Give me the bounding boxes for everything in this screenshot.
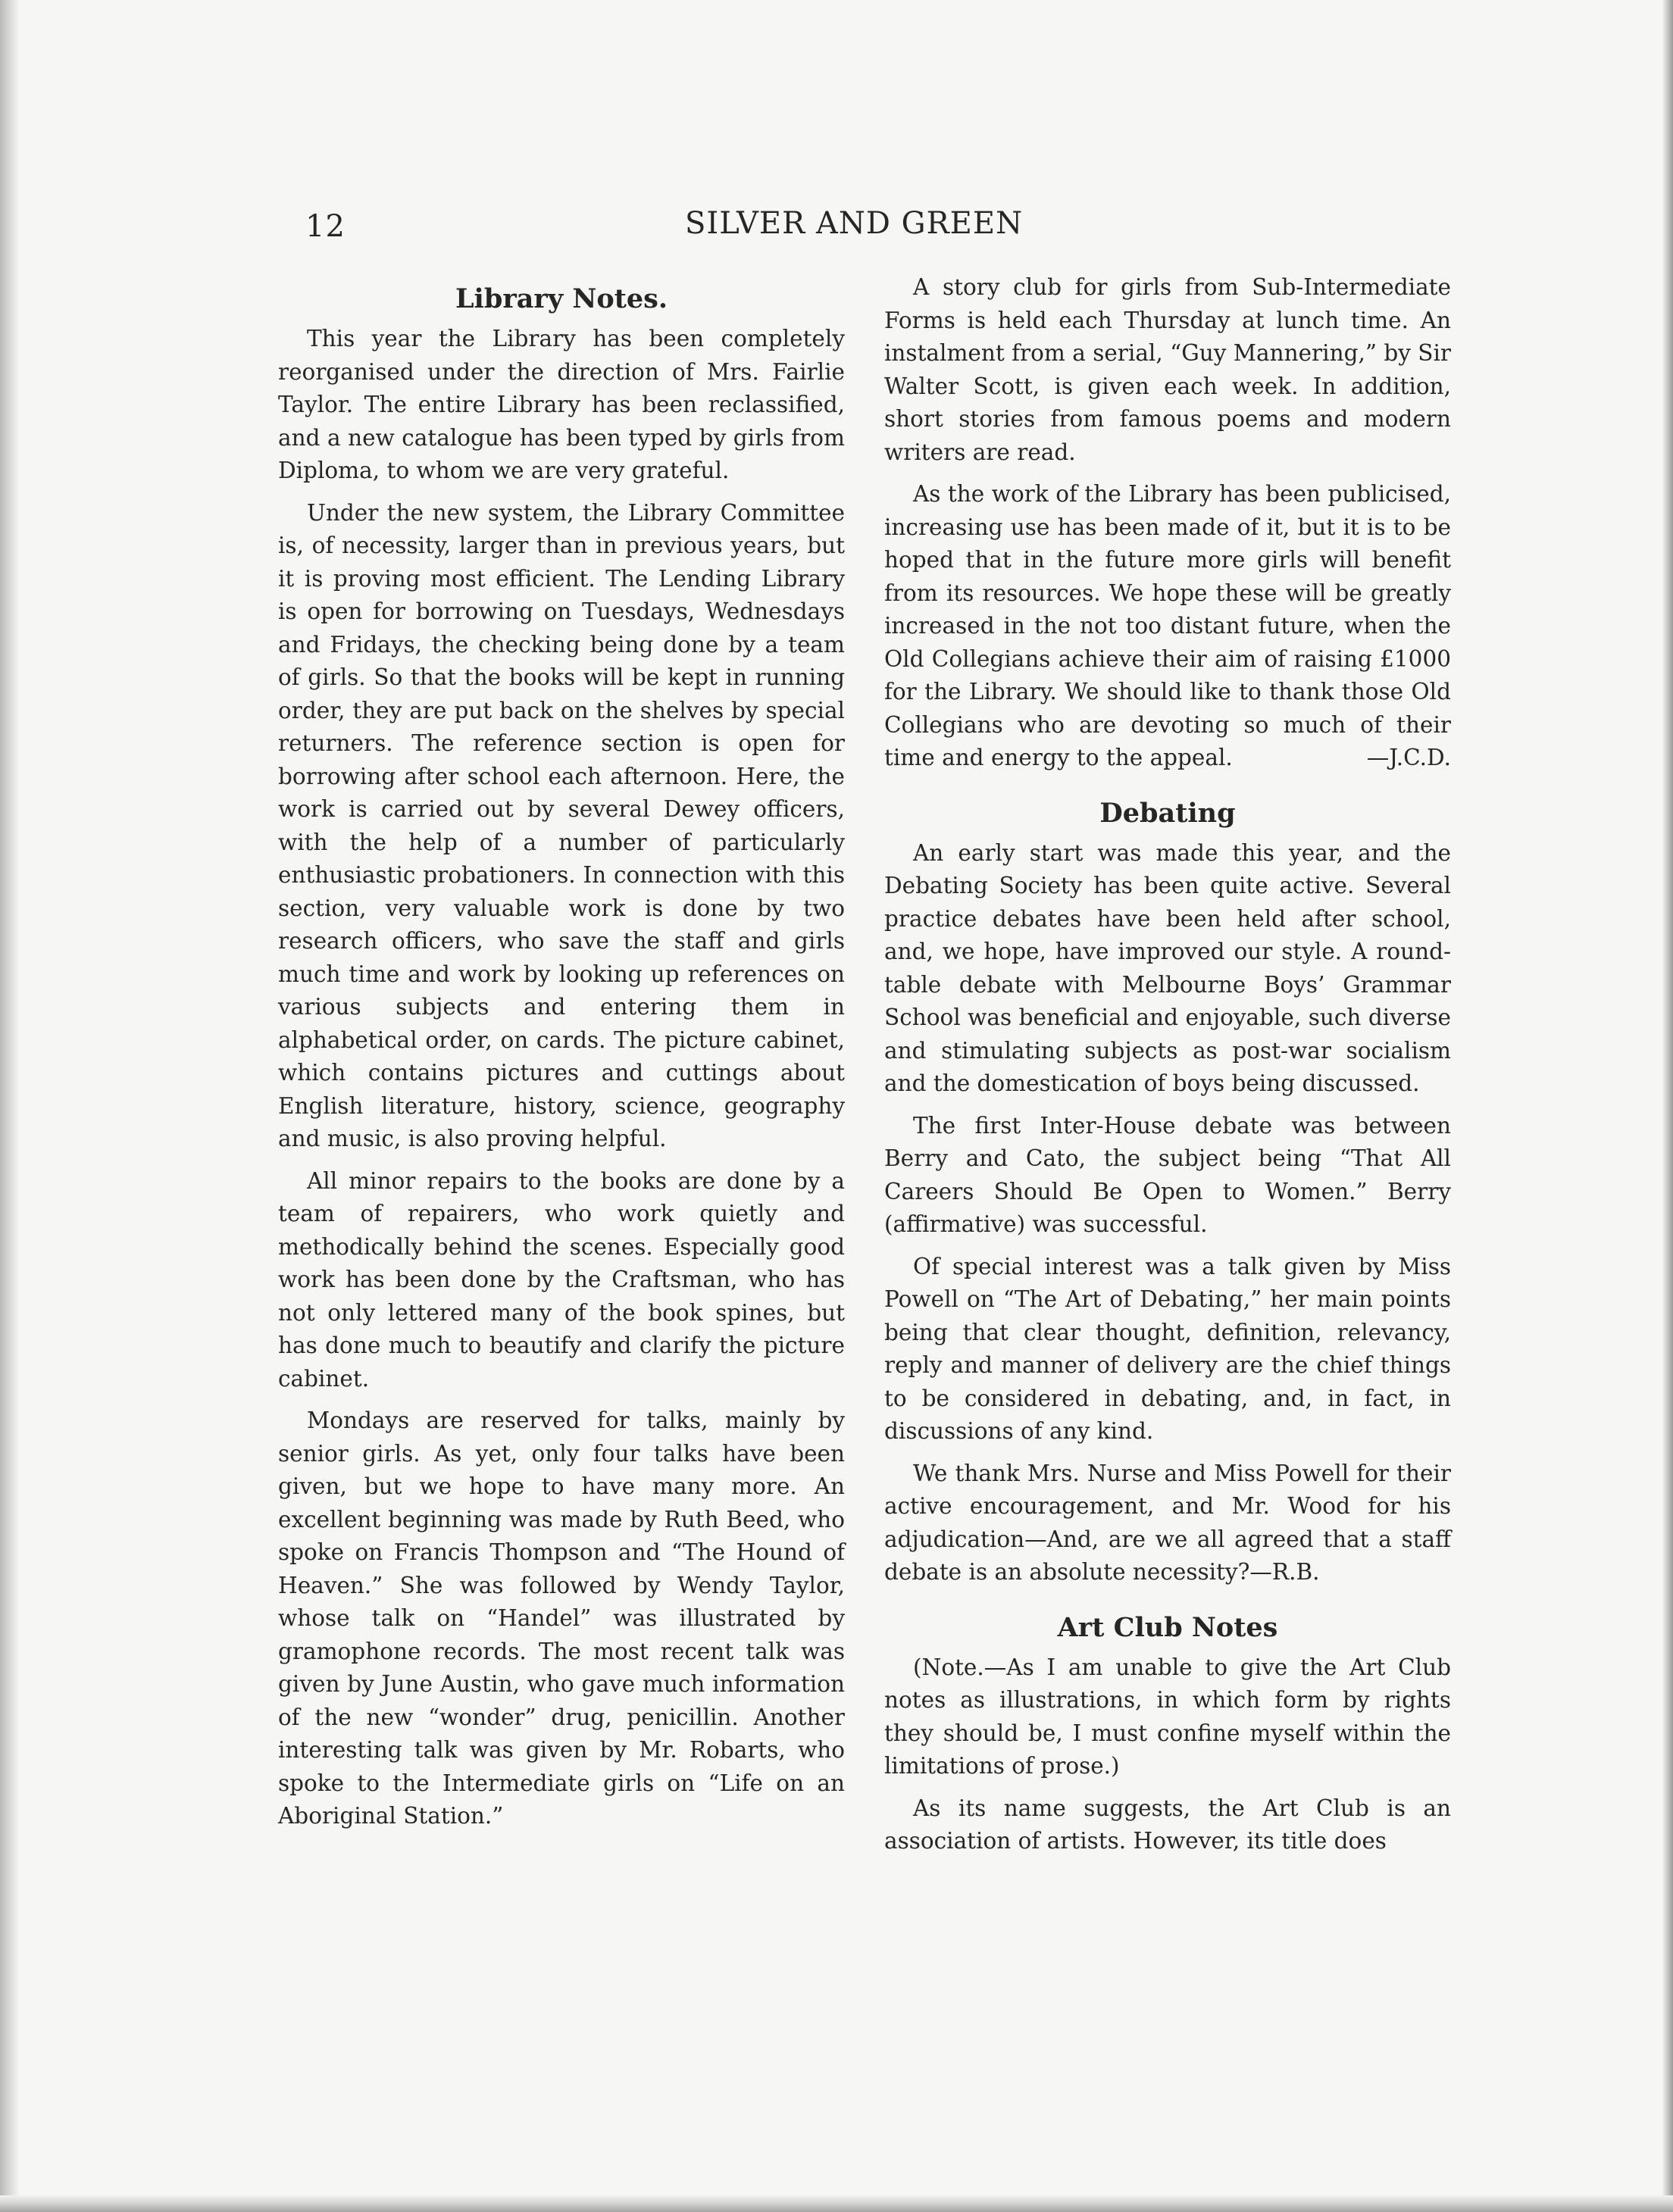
library-notes-paragraph: Under the new system, the Library Committee is, of necessity, larger than in previous years, but it is proving most efficient. The Lending Library is open for borrowing on Tuesdays, Wednesdays and Fridays, the checking being done by a team of girls. So that the books will be kept in running order, they are put back on the shelves by special returners. The reference section is open for borrowing after school each afternoon. Here, the work is carried out by several Dewey officers, with the help of a number of particularly enthusiastic probationers. In connection with this section, very valuable work is done by two research officers, who save the staff and girls much time and work by looking up references on various subjects and entering them in alphabetical order, on cards. The picture cabinet, which contains pictures and cuttings about English literature, history, science, geography and music, is also proving helpful.: [278, 499, 845, 1151]
running-title: SILVER AND GREEN: [685, 206, 1024, 241]
page-number: 12: [305, 209, 346, 244]
left-column: [278, 280, 845, 1842]
library-notes-paragraph: All minor repairs to the books are done by a team of repairers, who work quietly and methodically behind the scenes. Especially good work has been done by the Craftsman, who has not only lettered many of the book spines, but has done much to beautify and clarify the picture cabinet.: [278, 1167, 845, 1392]
debating-paragraph: Of special interest was a talk given by Miss Powell on “The Art of Debating,” her main points being that clear thought, definition, relevancy, reply and manner of delivery are the chief things to be considered in debating, and, in fact, in discussions of any kind.: [884, 1253, 1451, 1444]
library-notes-paragraph: [884, 478, 1451, 775]
art-club-paragraph: (Note.—As I am unable to give the Art Club notes as illustrations, in which form by rights they should be, I must confine myself within the limitations of prose.): [884, 1654, 1451, 1779]
debating-heading: Debating: [1099, 797, 1236, 829]
library-notes-paragraph-text: As the work of the Library has been publicised, increasing use has been made of it, but it is to be hoped that in the future more girls will benefit from its resources. We hope these will be greatly increased in the not too distant future, when the Old Collegians achieve their aim of raising £1000 for the Library. We should like to thank those Old Collegians who are devoting so much of their time and energy to the appeal.: [884, 481, 1451, 770]
page-right-edge: [1662, 0, 1673, 2212]
debating-paragraph: We thank Mrs. Nurse and Miss Powell for their active encouragement, and Mr. Wood for his adjudication—And, are we all agreed that a staff debate is an absolute necessity?—R.B.: [884, 1460, 1451, 1585]
art-club-heading: Art Club Notes: [1057, 1611, 1278, 1643]
library-notes-signature: —J.C.D.: [1366, 745, 1451, 770]
library-notes-paragraph: A story club for girls from Sub-Intermediate Forms is held each Thursday at lunch time. An instalment from a serial, “Guy Mannering,” by Sir Walter Scott, is given each week. In addition, short stories from famous poems and modern writers are read.: [884, 274, 1451, 465]
page-left-edge: [0, 0, 18, 2212]
library-notes-paragraph: This year the Library has been completely reorganised under the direction of Mrs. Fairlie Taylor. The entire Library has been reclassified, and a new catalogue has been typed by girls from Diploma, to whom we are very grateful.: [278, 326, 845, 483]
library-notes-paragraph: Mondays are reserved for talks, mainly by senior girls. As yet, only four talks have been given, but we hope to have many more. An excellent beginning was made by Ruth Beed, who spoke on Francis Thompson and “The Hound of Heaven.” She was followed by Wendy Taylor, whose talk on “Handel” was illustrated by gramophone records. The most recent talk was given by June Austin, who gave much information of the new “wonder” drug, penicillin. Another interesting talk was given by Mr. Robarts, who spoke to the Intermediate girls on “Life on an Aboriginal Station.”: [278, 1407, 845, 1829]
library-notes-heading: Library Notes.: [455, 283, 668, 314]
art-club-paragraph: As its name suggests, the Art Club is an association of artists. However, its title does: [884, 1795, 1451, 1854]
page-bottom-edge: [0, 2195, 1673, 2212]
debating-paragraph: The first Inter-House debate was between Berry and Cato, the subject being “That All Careers Should Be Open to Women.” Berry (affirmative) was successful.: [884, 1112, 1451, 1237]
debating-paragraph: An early start was made this year, and the Debating Society has been quite active. Several practice debates have been held after school, and, we hope, have improved our style. A round-table debate with Melbourne Boys’ Grammar School was beneficial and enjoyable, such diverse and stimulating subjects as post-war socialism and the domestication of boys being discussed.: [884, 839, 1451, 1096]
right-column: [884, 271, 1451, 1867]
